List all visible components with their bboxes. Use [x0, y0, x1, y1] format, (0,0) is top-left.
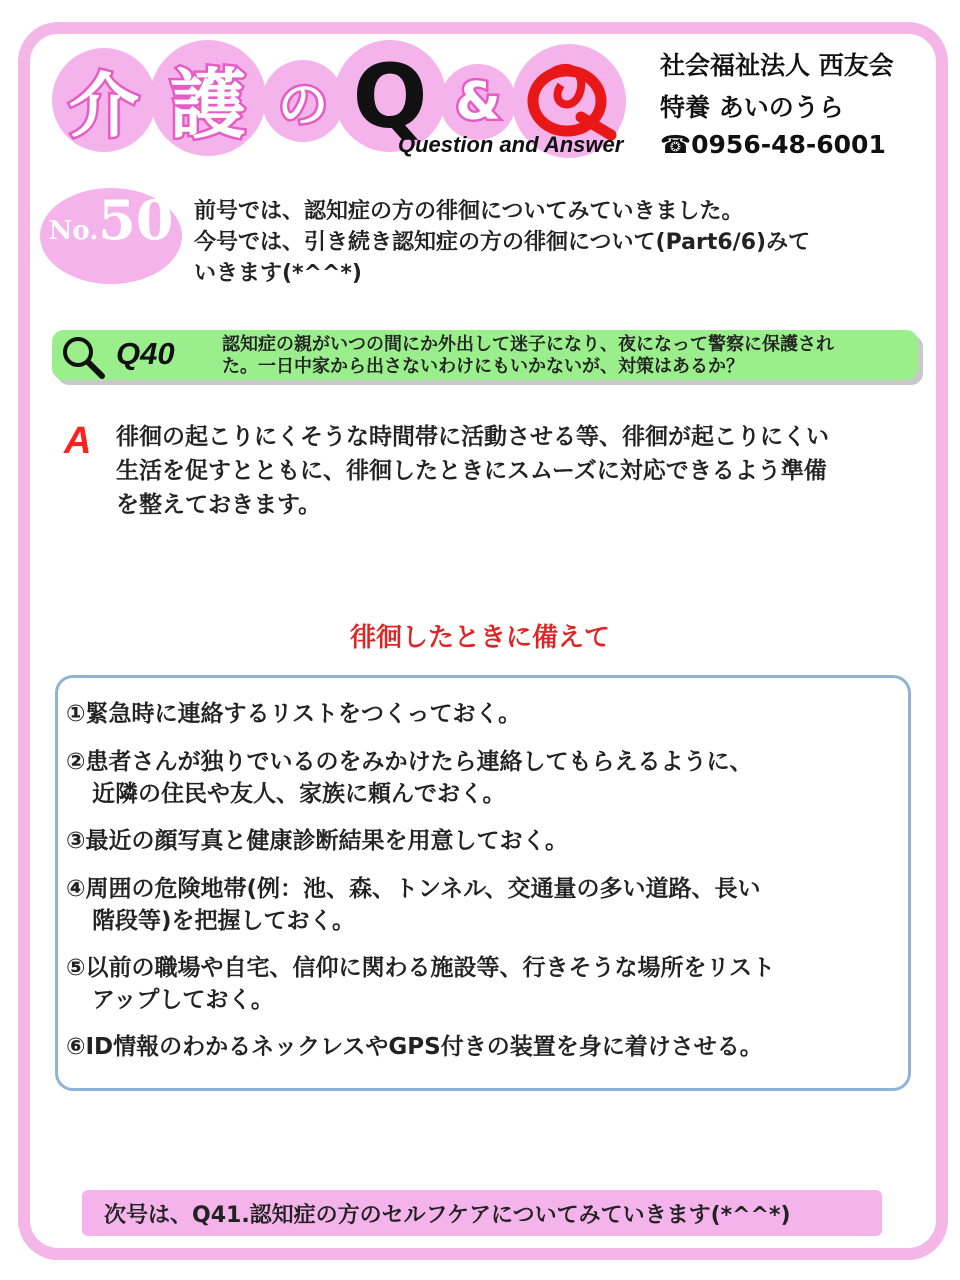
list-item-line: ⑤以前の職場や自宅、信仰に関わる施設等、行きそうな場所をリスト: [66, 955, 776, 981]
answer-line: 生活を促すとともに、徘徊したときにスムーズに対応できるよう準備: [116, 458, 827, 484]
next-issue-banner: [82, 1190, 882, 1236]
list-item: [66, 698, 886, 730]
next-issue-text: 次号は、Q41.認知症の方のセルフケアについてみていきます(*^^*): [104, 1202, 791, 1228]
phone-number: ☎0956-48-6001: [660, 130, 886, 159]
title-char-q: Q: [352, 44, 428, 148]
list-item-line: ②患者さんが独りでいるのをみかけたら連絡してもらえるように、: [66, 749, 753, 775]
list-item-line: ①緊急時に連絡するリストをつくっておく。: [66, 701, 522, 727]
title-circle-5: [440, 64, 516, 140]
question-text: [222, 334, 912, 378]
issue-number-prefix: No.: [48, 216, 99, 246]
list-item: [66, 873, 886, 937]
answer-line: 徘徊の起こりにくそうな時間帯に活動させる等、徘徊が起こりにくい: [116, 424, 829, 450]
list-item: [66, 1031, 886, 1063]
title-char-amp: &: [455, 72, 501, 132]
title-circle-3: [262, 60, 344, 142]
list-item: [66, 746, 886, 810]
list-item-line: ③最近の顔写真と健康診断結果を用意しておく。: [66, 828, 569, 854]
org-name: 社会福祉法人 西友会: [660, 51, 894, 80]
list-item-line: ⑥ID情報のわかるネックレスやGPS付きの装置を身に着けさせる。: [66, 1034, 763, 1060]
title-char-no: の: [278, 76, 328, 134]
question-label: Q40: [116, 336, 175, 371]
list-item-line: ④周囲の危険地帯(例：池、森、トンネル、交通量の多い道路、長い: [66, 876, 761, 902]
list-item: [66, 952, 886, 1016]
magnifier-icon: [60, 334, 106, 380]
list-item: [66, 825, 886, 857]
list-item-line: アップしておく。: [92, 987, 274, 1013]
issue-number-badge: [40, 188, 182, 284]
list-item-line: 階段等)を把握しておく。: [92, 908, 356, 934]
section-title: 徘徊したときに備えて: [349, 623, 610, 653]
question-line: 認知症の親がいつの間にか外出して迷子になり、夜になって警察に保護され: [222, 334, 834, 355]
title-char-go: 護: [170, 59, 246, 149]
answer-text: [116, 420, 906, 522]
title-circle-2: [150, 40, 266, 156]
facility-name: 特養 あいのうら: [660, 93, 844, 122]
subtitle: Question and Answer: [398, 132, 624, 157]
intro-line: いきます(*^^*): [194, 261, 362, 286]
answer-line: を整えておきます。: [116, 492, 322, 518]
question-line: た。一日中家から出さないわけにもいかないが、対策はあるか？: [222, 356, 744, 377]
answer-label: A: [64, 420, 92, 462]
intro-line: 前号では、認知症の方の徘徊についてみていきました。: [194, 199, 744, 224]
title-circle-1: [52, 48, 156, 152]
list-item-line: 近隣の住民や友人、家族に頼んでおく。: [92, 781, 506, 807]
intro-text: [194, 196, 810, 289]
intro-line: 今号では、引き続き認知症の方の徘徊について(Part6/6)みて: [194, 230, 811, 255]
title-char-kai: 介: [69, 64, 139, 147]
issue-number: 50: [98, 188, 174, 252]
